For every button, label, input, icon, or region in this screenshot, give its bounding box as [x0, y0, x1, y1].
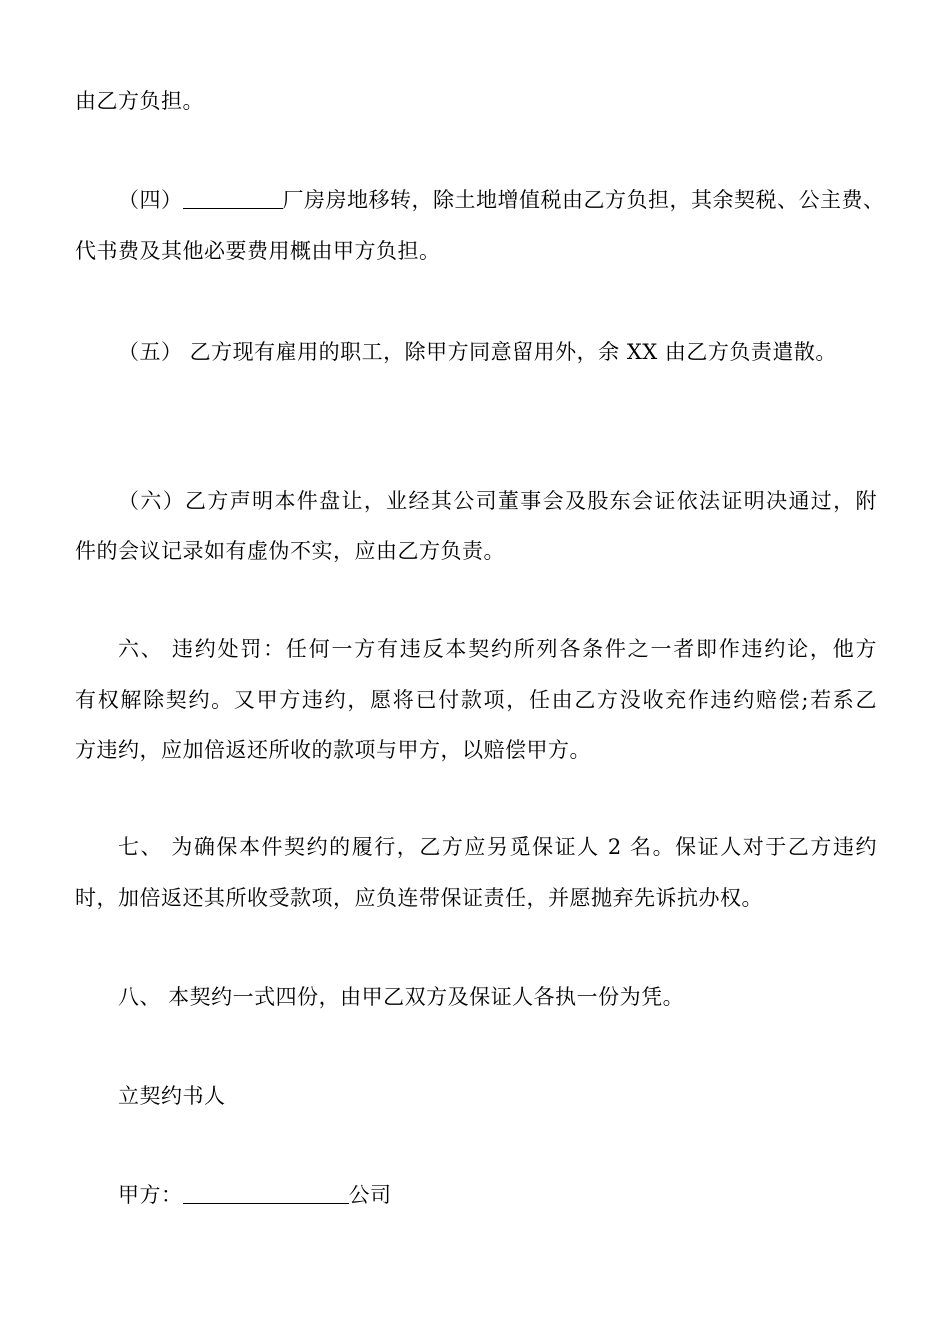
clause-6-line-1: （六）乙方声明本件盘让，业经其公司董事会及股东会证依法证明决通过，附	[118, 489, 877, 513]
paragraph-line: 由乙方负担。	[75, 89, 204, 113]
party-a-label: 甲方：	[118, 1183, 183, 1207]
party-a-line	[118, 1180, 392, 1210]
section-6-line-1: 六、 违约处罚：任何一方有违反本契约所列各条件之一者即作违约论，他方	[118, 637, 877, 661]
signatories-heading: 立契约书人	[118, 1084, 226, 1108]
paragraph-line: 件的会议记录如有虚伪不实，应由乙方负责。	[75, 539, 505, 563]
section-6-line-2: 有权解除契约。又甲方违约，愿将已付款项，任由乙方没收充作违约赔偿;若系乙	[75, 688, 877, 712]
clause-4-number: （四）	[118, 188, 183, 212]
paragraph-line: 代书费及其他必要费用概由甲方负担。	[75, 239, 441, 263]
section-8-line: 八、 本契约一式四份，由甲乙双方及保证人各执一份为凭。	[118, 985, 685, 1009]
clause-5-line: （五） 乙方现有雇用的职工，除甲方同意留用外，余 XX 由乙方负责遣散。	[118, 340, 837, 364]
clause-4-line-1	[118, 185, 885, 215]
party-a-suffix: 公司	[348, 1183, 392, 1207]
clause-4-text: 厂房房地移转，除土地增值税由乙方负担，其余契税、公主费、	[282, 188, 885, 212]
paragraph-line: 方违约，应加倍返还所收的款项与甲方，以赔偿甲方。	[75, 738, 591, 762]
blank-underline	[183, 188, 283, 209]
section-7-line-1: 七、 为确保本件契约的履行，乙方应另觅保证人 2 名。保证人对于乙方违约	[118, 835, 877, 859]
blank-underline	[183, 1183, 349, 1204]
paragraph-line: 时，加倍返还其所收受款项，应负连带保证责任，并愿抛弃先诉抗办权。	[75, 886, 763, 910]
